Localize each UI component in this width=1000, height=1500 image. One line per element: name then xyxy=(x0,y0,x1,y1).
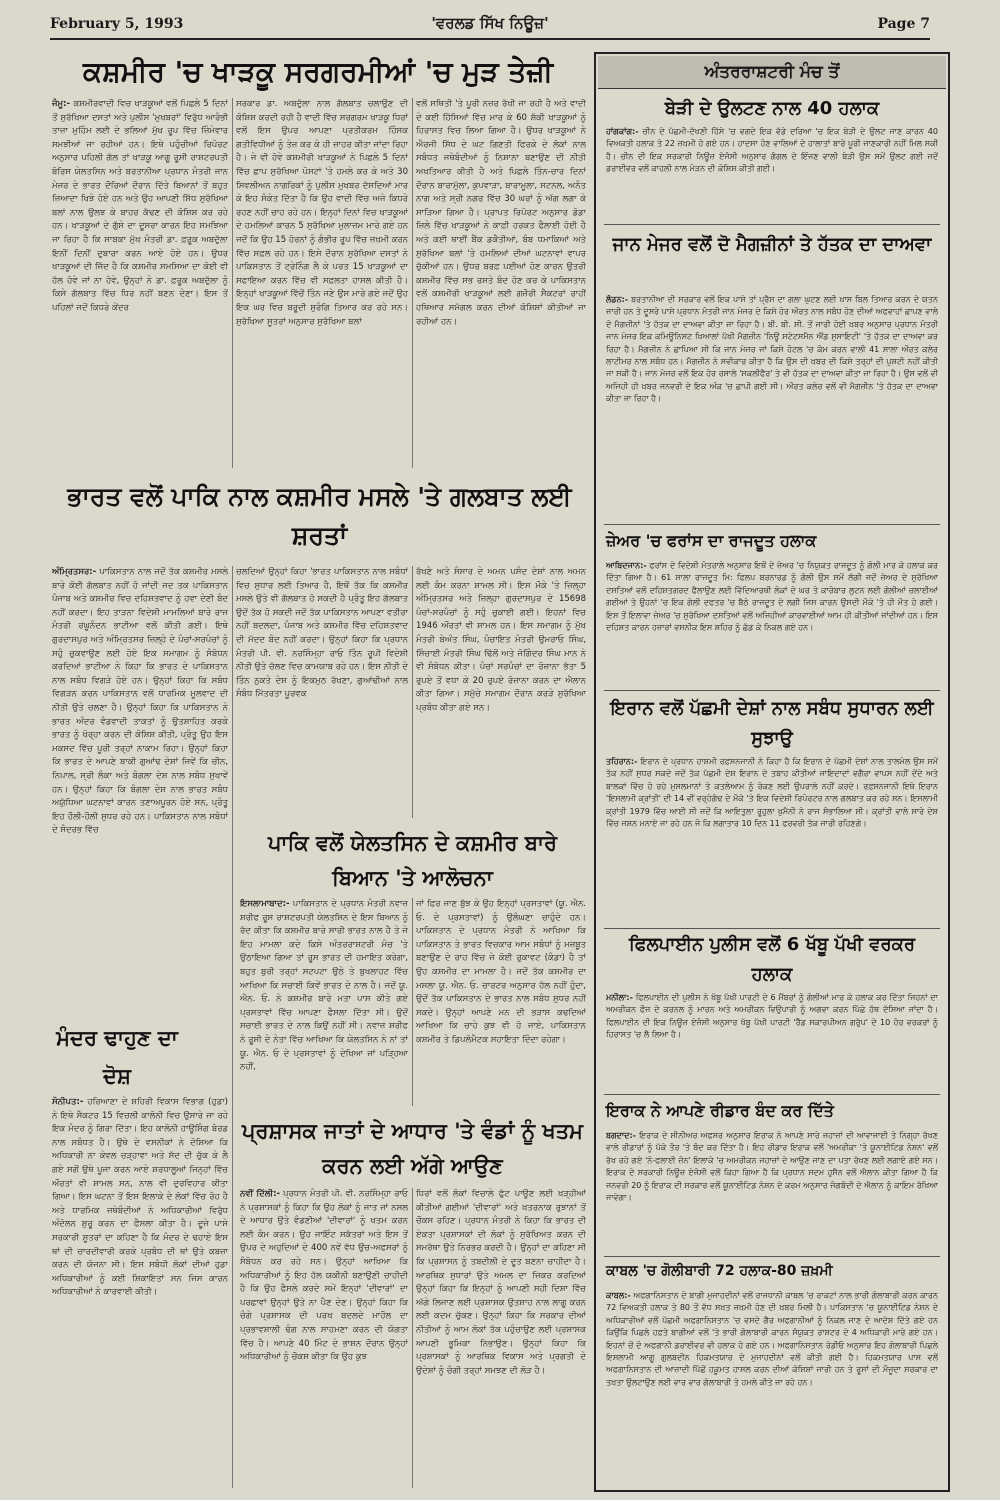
newspaper-title: 'ਵਰਲਡ ਸਿੱਖ ਨਿਊਜ਼' xyxy=(431,14,549,32)
intl-body-zaire: ਫਰਾਂਸ ਦੇ ਵਿਦੇਸ਼ੀ ਮੰਤਰਾਲੇ ਅਨੁਸਾਰ ਇਥੋਂ ਦੇ ਜ਼ੇਅਰ 'ਚ ਨਿਯੁਕਤ ਰਾਜਦੂਤ ਨੂੰ ਗੋਲੀ ਮਾਰ ਕੇ ਹਲਾਕ ਕਰ ਦਿੱਤਾ ਗਿਆ ਹੈ। 61 ਸਾਲਾ ਰਾਜਦੂਤ ਮਿ: ਫਿਲਪ ਬਰਨਾਰਡ ਨੂੰ ਗੋਲੀ ਉਸ ਸਮੇਂ ਲੱਗੀ ਜਦੋਂ ਜ਼ੇਅਰ ਦੇ ਸੁਰੱਖਿਆ ਦਸਤਿਆਂ ਵਲੋਂ ਦਹਿਸ਼ਤਗਰਦ ਫੈਲਾਉਣ ਲਈ ਵਿੱਦਿਆਰਥੀ ਲੋਕਾਂ ਦੇ ਘਰ ਤੇ ਕਾਰੋਬਾਰ ਲੁਟਨ ਲਈ ਗੋਲੀਆਂ ਚਲਾਈਆਂ ਗਈਆਂ ਤੇ ਉਹਨਾਂ 'ਚ ਇਕ ਗੋਲੀ ਦਫਤਰ 'ਚ ਬੈਠੇ ਰਾਜਦੂਤ ਦੇ ਲਗੀ ਜਿਸ ਕਾਰਨ ਉਸਦੀ ਮੌਕੇ 'ਤੇ ਹੀ ਮੌਤ ਹੋ ਗਈ। ਇਸ ਤੋਂ ਇਲਾਵਾ ਜ਼ੇਅਰ 'ਚ ਸੁਰੱਖਿਆ ਦਸਤਿਆਂ ਵਲੋਂ ਅਜਿਹੀਆਂ ਕਾਰਵਾਈਆਂ ਆਮ ਹੀ ਕੀਤੀਆਂ ਜਾਂਦੀਆਂ ਹਨ। ਇਸ ਦਹਿਸ਼ਤ ਕਾਰਨ ਹਜ਼ਾਰਾਂ ਵਸਨੀਕ ਇਸ ਸ਼ਹਿਰ ਨੂੰ ਛੱਡ ਕੇ ਨਿਕਲ ਗਏ ਹਨ। xyxy=(606,561,938,633)
kashmir-text-3: ਵਲੋਂ ਸਥਿਤੀ 'ਤੇ ਪੂਰੀ ਨਜ਼ਰ ਰੱਖੀ ਜਾ ਰਹੀ ਹੈ ਅਤੇ ਵਾਦੀ ਦੇ ਕਈ ਹਿੱਸਿਆਂ ਵਿੱਚ ਮਾਰ ਕੇ 60 ਸ਼ੱਕੀ ਖਾੜਕੂਆਂ ਨੂੰ ਹਿਰਾਸਤ ਵਿਚ ਲਿਆ ਗਿਆ ਹੈ। ਉਧਰ ਖਾੜਕੂਆਂ ਨੇ ਐਰਜੀ ਸਿੱਧ ਦੇ ਘਟ ਗਿਣਤੀ ਫਿਰਕੇ ਦੇ ਲੋਕਾਂ ਨਾਲ ਸਬੰਧਤ ਜਥੇਬੰਦੀਆਂ ਨੂੰ ਨਿਸ਼ਾਨਾ ਬਣਾਉਣ ਦੀ ਨੀਤੀ ਅਖਤਿਆਰ ਕੀਤੀ ਹੈ ਅਤੇ ਪਿਛਲੇ ਤਿੰਨ-ਚਾਰ ਦਿਨਾਂ ਦੌਰਾਨ ਬਾਰਾਮੁੱਲਾ, ਕੁਪਵਾੜਾ, ਬਾਰਾਮੂਲਾ, ਸਟਨਲ, ਅਨੰਤ ਨਾਗ ਅਤੇ ਸ੍ਰੀ ਨਗਰ ਵਿੱਚ 30 ਘਰਾਂ ਨੂੰ ਅੱਗ ਲਗਾ ਕੇ ਸਾੜਿਆ ਗਿਆ ਹੈ। ਪ੍ਰਾਪਤ ਰਿਪੋਰਟ ਅਨੁਸਾਰ ਡੋਡਾ ਜ਼ਿਲੇ ਵਿੱਚ ਖਾੜਕੂਆਂ ਨੇ ਕਾਫ਼ੀ ਹਰਕਤ ਫੈਲਾਈ ਹੋਈ ਹੈ ਅਤੇ ਕਈ ਥਾਈਂ ਬੈਂਕ ਡਕੈਤੀਆਂ, ਬੰਬ ਧਮਾਕਿਆਂ ਅਤੇ ਸੁਰੱਖਿਆ ਬਲਾਂ 'ਤੇ ਹਮਲਿਆਂ ਦੀਆਂ ਘਟਨਾਵਾਂ ਵਾਪਰ ਚੁੱਕੀਆਂ ਹਨ। ਉਧਰ ਬਰਫ਼ ਪਈਆਂ ਹੋਣ ਕਾਰਨ ਉਤਰੀ ਕਸ਼ਮੀਰ ਵਿੱਚ ਸਭ ਰਸਤੇ ਬੰਦ ਹੋਣ ਕਰ ਕੇ ਪਾਕਿਸਤਾਨ ਵਲੋਂ ਕਸ਼ਮੀਰੀ ਖਾੜਕੂਆਂ ਲਈ ਗਜ਼ੌਰੀ ਸੈਕਟਰਾਂ ਰਾਹੀਂ ਹਥਿਆਰ ਸਮੱਗਲ ਕਰਨ ਦੀਆਂ ਕੋਸ਼ਿਸ਼ਾਂ ਕੀਤੀਆਂ ਜਾ ਰਹੀਆਂ ਹਨ। xyxy=(416,99,586,327)
kashmir-text-2: ਸਰਕਾਰ ਡਾ. ਅਬਦੁੱਲਾ ਨਾਲ ਗੱਲਬਾਤ ਚਲਾਉਣ ਦੀ ਕੋਸ਼ਿਸ਼ ਕਰਦੀ ਰਹੀ ਹੈ ਵਾਦੀ ਵਿੱਚ ਸਰਗਰਮ ਖਾੜਕੂ ਧਿਰਾਂ ਵਲੋਂ ਇਸ ਉਪਰ ਆਪਣਾ ਪ੍ਰਤੀਕਰਮ ਹਿੰਸਕ ਗਤੀਵਿਧੀਆਂ ਨੂੰ ਤੇਜ਼ ਕਰ ਕੇ ਹੀ ਜ਼ਾਹਰ ਕੀਤਾ ਜਾਂਦਾ ਰਿਹਾ ਹੈ। ਜੇ ਵੀ ਹੋਵੇ ਕਸ਼ਮੀਰੀ ਖਾੜਕੂਆਂ ਨੇ ਪਿਛਲੇ 5 ਦਿਨਾਂ ਵਿੱਚ ਛਾਪ ਸੁਰੱਖਿਆ ਪੋਸਟਾਂ 'ਤੇ ਹਮਲੇ ਕਰ ਕੇ ਅਤੇ 30 ਸਿਵਲੀਅਨ ਨਾਗਰਿਕਾਂ ਨੂੰ ਪੁਲੀਸ ਮੁਖਬਰ ਦੱਸਦਿਆਂ ਮਾਰ ਕੇ ਇਹ ਸੰਕੇਤ ਦਿੱਤਾ ਹੈ ਕਿ ਉਹ ਵਾਦੀ ਵਿੱਚ ਅਜੇ ਕਿਧਰੇ ਰਹਣ ਨਹੀਂ ਚਾਹ ਰਹੇ ਹਨ। ਇਨ੍ਹਾਂ ਦਿਨਾਂ ਵਿਚ ਖਾੜਕੂਆਂ ਦੇ ਹਮਲਿਆਂ ਕਾਰਨ 5 ਸੁਰੱਖਿਆ ਮੁਲਾਜ਼ਮ ਮਾਰੇ ਗਏ ਹਨ ਜਦੋਂ ਕਿ ਉਹ 15 ਹੋਰਨਾਂ ਨੂੰ ਗੰਭੀਰ ਰੂਪ ਵਿੱਚ ਜ਼ਖ਼ਮੀ ਕਰਨ ਵਿੱਚ ਸਫ਼ਲ ਰਹੇ ਹਨ। ਇਸੇ ਦੌਰਾਨ ਸੁਰੱਖਿਆ ਦਸਤਾਂ ਨੇ ਪਾਕਿਸਤਾਨ ਤੋਂ ਟ੍ਰੇਨਿੰਗ ਲੈ ਕੇ ਪਰਤ 15 ਖਾੜਕੂਆਂ ਦਾ ਸਫਾਇਆ ਕਰਨ ਵਿੱਚ ਵੀ ਸਫ਼ਲਤਾ ਹਾਸਲ ਕੀਤੀ ਹੈ। ਇਨ੍ਹਾਂ ਖਾੜਕੂਆਂ ਵਿੱਚੋਂ ਤਿੰਨ ਜਣੇ ਉਸ ਮਾਰੇ ਗਏ ਜਦੋਂ ਉਹ ਇਕ ਘਰ ਵਿਚ ਬਰੂਦੀ ਸੁਰੰਗਿ ਤਿਆਰ ਕਰ ਰਹੇ ਸਨ। ਸੁਰੱਖਿਆ ਸੂਤਰਾਂ ਅਨੁਸਾਰ ਸੁਰੱਖਿਆ ਬਲਾਂ xyxy=(236,99,408,327)
intl-body-major: ਬਰਤਾਨੀਆ ਦੀ ਸਰਕਾਰ ਵਲੋਂ ਇਕ ਪਾਸੇ ਤਾਂ ਪ੍ਰੈਸ ਦਾ ਗਲਾ ਘੁਟਣ ਲਈ ਖਾਸ ਬਿਲ ਤਿਆਰ ਕਰਨ ਦੇ ਯਤਨ ਜਾਰੀ ਹਨ ਤੇ ਦੂਸਰੇ ਪਾਸੇ ਪ੍ਰਧਾਨ ਮੰਤਰੀ ਜਾਨ ਮੇਜਰ ਦੇ ਕਿਸੇ ਹੋਰ ਔਰਤ ਨਾਲ ਸਬੰਧ ਹੋਣ ਦੀਆਂ ਅਫਵਾਹਾਂ ਛਾਪਣ ਵਾਲੇ ਦੋ ਮੈਗਜ਼ੀਨਾਂ 'ਤੇ ਹੱਤਕ ਦਾ ਦਾਅਵਾ ਕੀਤਾ ਜਾ ਰਿਹਾ ਹੈ। ਬੀ. ਬੀ. ਸੀ. ਤੋਂ ਜਾਰੀ ਹੋਈ ਖ਼ਬਰ ਅਨੁਸਾਰ ਪ੍ਰਧਾਨ ਮੰਤਰੀ ਜਾਨ ਮੇਜਰ ਇਕ ਕਮਿਊਨਿਸਟ ਖਿਆਲਾਂ ਪੱਖੀ ਮੈਗਜ਼ੀਨ 'ਨਿਊ ਸਟੇਟਸਮੈਨ ਐਂਡ ਸੁਸਾਇਟੀ' 'ਤੇ ਹੱਤਕ ਦਾ ਦਾਅਵਾ ਕਰ ਰਿਹਾ ਹੈ। ਮੈਗਜ਼ੀਨ ਨੇ ਛਾਪਿਆ ਸੀ ਕਿ ਜਾਨ ਮੇਜਰ ਜਾਂ ਕਿਸੇ ਹੋਟਲ 'ਚ ਕੰਮ ਕਰਨ ਵਾਲੀ 41 ਸਾਲਾ ਔਰਤ ਕਲੇਰ ਲਾਟੀਮਰ ਨਾਲ ਸਬੰਧ ਹਨ। ਮੈਗਜ਼ੀਨ ਨੇ ਸਵੀਕਾਰ ਕੀਤਾ ਹੈ ਕਿ ਉਸ ਦੀ ਖ਼ਬਰ ਦੀ ਕਿਸੇ ਤਰ੍ਹਾਂ ਦੀ ਪੁਸ਼ਟੀ ਨਹੀਂ ਕੀਤੀ ਜਾ ਸਕੀ ਹੈ। ਜਾਨ ਮੇਜਰ ਵਲੋਂ ਇਕ ਹੋਰ ਰਸਾਲੇ 'ਸਕਲੀਫੈਰ' ਤੇ ਵੀ ਹੱਤਕ ਦਾ ਦਾਅਵਾ ਕੀਤਾ ਜਾ ਰਿਹਾ ਹੈ। ਉਸ ਵਲੋਂ ਵੀ ਅਜਿਹੀ ਹੀ ਖ਼ਬਰ ਜਨਵਰੀ ਦੇ ਇਕ ਅੰਕ 'ਚ ਛਾਪੀ ਗਈ ਸੀ। ਔਰਤ ਕਲੇਰ ਵਲੋਂ ਵੀ ਮੈਗਜ਼ੀਨ 'ਤੇ ਹੱਤਕ ਦਾ ਦਾਅਵਾ ਕੀਤਾ ਜਾ ਰਿਹਾ ਹੈ। xyxy=(606,295,938,404)
international-banner: ਅੰਤਰਰਾਸ਼ਟਰੀ ਮੰਚ ਤੋਂ xyxy=(598,56,946,89)
intl-text-major xyxy=(606,294,938,522)
column-rule xyxy=(412,1188,413,1488)
intl-body-philippines: ਫਿਲਪਾਈਨ ਦੀ ਪੁਲੀਸ ਨੇ ਖੱਬੂ ਪੱਖੀ ਪਾਰਟੀ ਦੇ 6 ਮੈਂਬਰਾਂ ਨੂੰ ਗੋਲੀਆਂ ਮਾਰ ਕੇ ਹਲਾਕ ਕਰ ਦਿੱਤਾ ਜਿਹਨਾਂ ਦਾ ਅਮਰੀਕਨ ਫੌਜ ਦੇ ਕਰਨਲ ਨੂੰ ਮਾਰਨ ਅਤੇ ਅਮਰੀਕਨ ਵਿਉਪਾਰੀ ਨੂੰ ਅਗਵਾ ਕਰਨ ਪਿੱਛੇ ਹੱਥ ਦੱਸਿਆ ਜਾਂਦਾ ਹੈ। ਫਿਲਪਾਈਨ ਦੀ ਇਕ ਨਿਊਜ਼ ਏਜੰਸੀ ਅਨੁਸਾਰ ਖੱਬੂ ਪੱਖੀ ਪਾਰਟੀ 'ਰੈੱਡ ਸਕਾਰਪੀਅਨ ਗਰੁੱਪ' ਦੇ 10 ਹੋਰ ਵਰਕਰਾਂ ਨੂੰ ਹਿਰਾਸਤ 'ਚ ਲੈ ਲਿਆ ਹੈ। xyxy=(606,993,938,1040)
caste-text-2: ਧਿਰਾਂ ਵਲੋਂ ਲੋਕਾਂ ਵਿਚਾਲੇ ਫੁੱਟ ਪਾਊਣ ਲਈ ਖੜ੍ਹੀਆਂ ਕੀਤੀਆਂ ਗਈਆਂ 'ਦੀਵਾਰਾਂ' ਅਤੇ ਖਤਰਨਾਕ ਰੁਝਾਨਾਂ ਤੋਂ ਚੌਕਸ ਰਹਿਣ। ਪ੍ਰਧਾਨ ਮੰਤਰੀ ਨੇ ਕਿਹਾ ਕਿ ਭਾਰਤ ਦੀ ਏਕਤਾ ਪ੍ਰਸ਼ਾਸਕਾਂ ਦੀ ਲੋਕਾਂ ਨੂੰ ਸੁਰੱਖਿਅਤ ਕਰਨ ਦੀ ਸਮਰੱਥਾ ਉਤੇ ਨਿਰਭਰ ਕਰਦੀ ਹੈ। ਉਨ੍ਹਾਂ ਦਾ ਕਹਿਣਾ ਸੀ ਕਿ ਪ੍ਰਸ਼ਾਸਨ ਨੂੰ ਤਬਦੀਲੀ ਦੇ ਦੂਤ ਬਣਨਾ ਚਾਹੀਦਾ ਹੈ। ਆਰਥਿਕ ਸੁਧਾਰਾਂ ਉਤੇ ਅਮਲ ਦਾ ਜ਼ਿਕਰ ਕਰਦਿਆਂ ਉਨ੍ਹਾਂ ਕਿਹਾ ਕਿ ਇਨ੍ਹਾਂ ਨੂੰ ਆਪਣੀ ਸਹੀ ਦਿਸ਼ਾ ਵਿੱਚ ਅੱਗੇ ਲਿਜਾਣ ਲਈ ਪ੍ਰਸ਼ਾਸਕ ਉਤਸ਼ਾਹ ਨਾਲ ਲਾਗੂ ਕਰਨ ਲਈ ਕਦਮ ਚੁੱਕਣ। ਉਨ੍ਹਾਂ ਕਿਹਾ ਕਿ ਸਰਕਾਰ ਦੀਆਂ ਨੀਤੀਆਂ ਨੂੰ ਆਮ ਲੋਕਾਂ ਤੱਕ ਪਹੁੰਚਾਉਣ ਲਈ ਪ੍ਰਸ਼ਾਸਕ ਆਪਣੀ ਭੂਮਿਕਾ ਨਿਭਾਉਣ। ਉਨ੍ਹਾਂ ਕਿਹਾ ਕਿ ਪ੍ਰਸ਼ਾਸਕਾਂ ਨੂੰ ਆਰਥਿਕ ਵਿਕਾਸ ਅਤੇ ਪ੍ਰਗਤੀ ਦੇ ਉਦੇਸ਼ਾਂ ਨੂੰ ਚੰਗੀ ਤਰ੍ਹਾਂ ਸਮਝਣ ਦੀ ਲੋੜ ਹੈ। xyxy=(416,1189,586,1376)
divider xyxy=(604,928,940,929)
dateline-baghdad: ਬਗਦਾਦ:- xyxy=(606,1131,636,1140)
dateline-sonipat: ਸੋਨੀਪਤ:- xyxy=(52,1097,84,1107)
dateline-london: ਲੰਡਨ:- xyxy=(606,295,629,304)
dateline-new-delhi: ਨਵੀਂ ਦਿੱਲੀ:- xyxy=(240,1189,281,1199)
yeltsin-col-2 xyxy=(416,898,586,1106)
divider xyxy=(604,1094,940,1095)
dateline-kashmir: ਜੰਮੂ:- xyxy=(52,99,71,109)
intl-text-iraq xyxy=(606,1130,938,1254)
india-pak-col-1 xyxy=(52,566,228,1006)
india-pak-text-2: ਚਲਦਿਆਂ ਉਨ੍ਹਾਂ ਕਿਹਾ 'ਭਾਰਤ ਪਾਕਿਸਤਾਨ ਨਾਲ ਸਬੰਧਾਂ ਵਿਚ ਸੁਧਾਰ ਲਈ ਤਿਆਰ ਹੈ, ਇਥੋਂ ਤੱਕ ਕਿ ਕਸ਼ਮੀਰ ਮਸਲੇ ਉਤੇ ਵੀ ਗੱਲਬਾਤ ਹੋ ਸਕਦੀ ਹੈ ਪ੍ਰੰਤੂ ਇਹ ਗੱਲਬਾਤ ਉਦੋਂ ਤੱਕ ਹੋ ਸਕਦੀ ਜਦੋਂ ਤੱਕ ਪਾਕਿਸਤਾਨ ਆਪਣਾ ਵਤੀਰਾ ਨਹੀਂ ਬਦਲਦਾ, ਪੰਜਾਬ ਅਤੇ ਕਸ਼ਮੀਰ ਵਿੱਚ ਦਹਿਸ਼ਤਵਾਦ ਦੀ ਮੱਦਦ ਬੰਦ ਨਹੀਂ ਕਰਦਾ। ਉਨ੍ਹਾਂ ਕਿਹਾ ਕਿ ਪ੍ਰਧਾਨ ਮੰਤਰੀ ਪੀ. ਵੀ. ਨਰਸਿੰਮ੍ਹਾ ਰਾਓ ਤਿੰਨ ਰੂਪੀ ਵਿਦੇਸ਼ੀ ਨੀਤੀ ਉਤੇ ਚੱਲਣ ਵਿਚ ਕਾਮਯਾਬ ਰਹੇ ਹਨ। ਇਸ ਨੀਤੀ ਦੇ ਤਿੰਨ ਨੁਕਤੇ ਦੇਸ਼ ਨੂੰ ਇਕਮੁਠ ਰੱਖਣਾ, ਗੁਆਂਢੀਆਂ ਨਾਲ ਸੰਬੰਧ ਮਿੱਤਰਤਾ ਪੂਰਵਕ xyxy=(236,567,408,700)
intl-headline-philippines: ਫਿਲਪਾਈਨ ਪੁਲੀਸ ਵਲੋਂ 6 ਖੱਬੂ ਪੱਖੀ ਵਰਕਰ ਹਲਾਕ xyxy=(628,934,916,985)
intl-headline-major: ਜਾਨ ਮੇਜਰ ਵਲੋਂ ਦੋ ਮੈਗਜ਼ੀਨਾਂ ਤੇ ਹੱਤਕ ਦਾ ਦਾਅਵਾ xyxy=(612,234,932,255)
kashmir-col-2 xyxy=(236,98,408,468)
temple-col xyxy=(52,1096,228,1488)
intl-headline-iraq: ਇਰਾਕ ਨੇ ਆਪਣੇ ਰੀਡਾਰ ਬੰਦ ਕਰ ਦਿੱਤੇ xyxy=(606,1101,834,1120)
india-pak-col-3 xyxy=(416,566,586,818)
india-pak-text-1: ਪਾਕਿਸਤਾਨ ਨਾਲ ਜਦੋਂ ਤੱਕ ਕਸ਼ਮੀਰ ਮਸਲੇ ਬਾਰੇ ਕੋਈ ਗੱਲਬਾਤ ਨਹੀਂ ਹੋ ਜਾਂਦੀ ਜਦ ਤਕ ਪਾਕਿਸਤਾਨ ਪੰਜਾਬ ਅਤੇ ਕਸ਼ਮੀਰ ਵਿਚ ਦਹਿਸ਼ਤਵਾਦ ਨੂੰ ਹਵਾ ਦੇਣੀ ਬੰਦ ਨਹੀਂ ਕਰਦਾ। ਇਹ ਤਾੜਨਾ ਵਿਦੇਸ਼ੀ ਮਾਮਲਿਆਂ ਬਾਰੇ ਰਾਜ ਮੰਤਰੀ ਰਘੂਨੰਦਨ ਭਾਟੀਆ ਵਲੋਂ ਕੀਤੀ ਗਈ। ਇਥੇ ਗੁਰਦਾਸਪੁਰ ਅਤੇ ਅੰਮ੍ਰਿਤਸਰ ਜ਼ਿਲ੍ਹੇ ਦੇ ਪੰਚਾਂ-ਸਰਪੰਚਾਂ ਨੂੰ ਸਹੁੰ ਚੁਕਵਾਉਣ ਲਈ ਹੋਏ ਇਕ ਸਮਾਗਮ ਨੂੰ ਸੰਬੋਧਨ ਕਰਦਿਆਂ ਭਾਟੀਆ ਨੇ ਕਿਹਾ ਕਿ ਭਾਰਤ ਦੇ ਪਾਕਿਸਤਾਨ ਨਾਲ ਸਬੰਧ ਵਿਗੜੇ ਹੋਏ ਹਨ। ਉਨ੍ਹਾਂ ਕਿਹਾ ਕਿ ਸਬੰਧ ਵਿਗੜਨ ਕਰਨ ਪਾਕਿਸਤਾਨ ਵਲੋਂ ਧਾਰਮਿਕ ਮੂਲਵਾਦ ਦੀ ਨੀਤੀ ਉਤੇ ਚਲਣਾ ਹੈ। ਉਨ੍ਹਾਂ ਕਿਹਾ ਕਿ ਪਾਕਿਸਤਾਨ ਨੇ ਭਾਰਤ ਅੰਦਰ ਵੰਡਵਾਦੀ ਤਾਕਤਾਂ ਨੂੰ ਉਤਸ਼ਾਹਿਤ ਕਰਕੇ ਭਾਰਤ ਨੂੰ ਖੋਰ੍ਹਾ ਕਰਨ ਦੀ ਕੋਸ਼ਿਸ਼ ਕੀਤੀ, ਪ੍ਰੰਤੂ ਉਹ ਇਸ ਮਕਸਦ ਵਿੱਚ ਪੂਰੀ ਤਰ੍ਹਾਂ ਨਾਕਾਮ ਰਿਹਾ। ਉਨ੍ਹਾਂ ਕਿਹਾ ਕਿ ਭਾਰਤ ਦੇ ਆਪਣੇ ਬਾਕੀ ਗੁਆਂਢ ਦੇਸ਼ਾਂ ਜਿਵੇਂ ਕਿ ਚੀਨ, ਨਿਪਾਲ, ਸ੍ਰੀ ਲੰਕਾ ਅਤੇ ਬੰਗਲਾ ਦੇਸ਼ ਨਾਲ ਸਬੰਧ ਸੁਖਾਵੇਂ ਹਨ। ਉਨ੍ਹਾਂ ਕਿਹਾ ਕਿ ਬੰਗਲਾ ਦੇਸ਼ ਨਾਲ ਭਾਰਤ ਸਬੰਧ ਅਯੁੱਧਿਆ ਘਟਨਾਵਾਂ ਕਾਰਨ ਤਣਾਅਪੂਰਨ ਹੋਏ ਸਨ, ਪ੍ਰੰਤੂ ਇਹ ਹੌਲੀ-ਹੌਲੀ ਸੁਧਰ ਰਹੇ ਹਨ। ਪਾਕਿਸਤਾਨ ਨਾਲ ਸਬੰਧਾਂ ਦੇ ਸੰਦਰਭ ਵਿੱਚ xyxy=(52,567,228,836)
page-number: Page 7 xyxy=(877,16,930,32)
intl-text-iran xyxy=(606,756,938,924)
headline-kashmir: ਕਸ਼ਮੀਰ 'ਚ ਖਾੜਕੂ ਸਰਗਰਮੀਆਂ 'ਚ ਮੁੜ ਤੇਜ਼ੀ xyxy=(82,55,554,88)
dateline-hongkong: ਹਾਂਗਕਾਂਗ:- xyxy=(606,127,639,136)
intl-text-philippines xyxy=(606,992,938,1090)
column-rule xyxy=(232,98,233,468)
caste-col-1 xyxy=(240,1188,408,1488)
divider xyxy=(604,1256,940,1257)
divider xyxy=(604,224,940,225)
kashmir-col-1 xyxy=(52,98,228,468)
yeltsin-col-1 xyxy=(240,898,408,1106)
dateline-manila: ਮਨੀਲਾ:- xyxy=(606,993,633,1002)
divider xyxy=(604,524,940,525)
headline-yeltsin: ਪਾਕਿ ਵਲੋਂ ਯੇਲਤਸਿਨ ਦੇ ਕਸ਼ਮੀਰ ਬਾਰੇ ਬਿਆਨ 'ਤੇ ਆਲੋਚਨਾ xyxy=(268,831,557,890)
intl-text-kabul xyxy=(606,1290,938,1484)
intl-headline-kabul: ਕਾਬਲ 'ਚ ਗੋਲੀਬਾਰੀ 72 ਹਲਾਕ-80 ਜ਼ਖ਼ਮੀ xyxy=(606,1263,833,1279)
intl-headline-boat: ਬੇੜੀ ਦੇ ਉਲਟਣ ਨਾਲ 40 ਹਲਾਕ xyxy=(664,98,880,119)
headline-india-pak: ਭਾਰਤ ਵਲੋਂ ਪਾਕਿ ਨਾਲ ਕਸ਼ਮੀਰ ਮਸਲੇ 'ਤੇ ਗਲਬਾਤ ਲਈ ਸ਼ਰਤਾਂ xyxy=(67,482,572,550)
masthead xyxy=(50,12,930,40)
yeltsin-text-2: ਜਾਂ ਫਿਰ ਜਾਣ ਬੁੱਝ ਕੇ ਉਹ ਇਨ੍ਹਾਂ ਪ੍ਰਸਤਾਵਾਂ (ਯੂ. ਐਨ. ਓ. ਦੇ ਪ੍ਰਸਤਾਵਾਂ) ਨੂੰ ਉਲੰਘਣਾ ਚਾਹੁੰਦੇ ਹਨ। ਪਾਕਿਸਤਾਨ ਦੇ ਪ੍ਰਧਾਨ ਮੰਤਰੀ ਨੇ ਆਖਿਆ ਕਿ ਪਾਕਿਸਤਾਨ ਤੇ ਭਾਰਤ ਵਿਚਕਾਰ ਆਮ ਸਬੰਧਾਂ ਨੂੰ ਮਜ਼ਬੂਤ ਬਣਾਉਣ ਦੇ ਰਾਹ ਵਿੱਚ ਜੇ ਕੋਈ ਰੁਕਾਵਟ (ਕੰਡਾ) ਹੈ ਤਾਂ ਉਹ ਕਸ਼ਮੀਰ ਦਾ ਮਾਮਲਾ ਹੈ। ਜਦੋਂ ਤੱਕ ਕਸ਼ਮੀਰ ਦਾ ਮਸਲਾ ਯੂ. ਐਨ. ਓ. ਚਾਰਟਰ ਅਨੁਸਾਰ ਹੱਲ ਨਹੀਂ ਹੁੰਦਾ, ਉਦੋਂ ਤੱਕ ਪਾਕਿਸਤਾਨ ਦੇ ਭਾਰਤ ਨਾਲ ਸਬੰਧ ਸੁਧਰ ਨਹੀਂ ਸਕਦੇ। ਉਨ੍ਹਾਂ ਆਪਣੇ ਮਨ ਦੀ ਭੜਾਸ ਕਢਦਿਆਂ ਆਖਿਆ ਕਿ ਚਾਹੇ ਕੁਝ ਵੀ ਹੋ ਜਾਏ, ਪਾਕਿਸਤਾਨ ਕਸ਼ਮੀਰ ਤੇ ਡਿਪਲੋਮੈਟਕ ਸਹਾਇਤਾ ਦਿੰਦਾ ਰਹੇਗਾ। xyxy=(416,899,586,1045)
kashmir-text-1: ਕਸ਼ਮੀਰਵਾਦੀ ਵਿਚ ਖਾੜਕੂਆਂ ਵਲੋਂ ਪਿਛਲੇ 5 ਦਿਨਾਂ ਤੋਂ ਸੁਰੱਖਿਆ ਦਸਤਾਂ ਅਤੇ ਪੁਲੀਸ 'ਮੁਖਬਰਾਂ' ਵਿਰੁੱਧ ਆਰੰਭੀ ਤਾਜ਼ਾ ਮੁਹਿੰਮ ਲਈ ਦੇ ਭਲਿਆਂ ਮੁੱਖ ਰੂਪ ਵਿੱਚ ਜ਼ਿੰਮੇਵਾਰ ਸਮਝੀਆਂ ਜਾ ਰਹੀਆਂ ਹਨ। ਇਥੇ ਪਹੁੰਚੀਆਂ ਰਿਪੋਰਟ ਅਨੁਸਾਰ ਪਹਿਲੀ ਗੱਲ ਤਾਂ ਖਾੜਕੂ ਆਗੂ ਰੂਸੀ ਰਾਸ਼ਟਰਪਤੀ ਬੋਰਿਸ ਯੇਲਤਸਿਨ ਅਤੇ ਬਰਤਾਨੀਆ ਪ੍ਰਧਾਨ ਮੰਤਰੀ ਜਾਨ ਮੇਜਰ ਦੇ ਭਾਰਤ ਦੌਰਿਆਂ ਦੌਰਾਨ ਦਿੱਤੇ ਬਿਆਨਾਂ ਤੋਂ ਬਹੁਤ ਜ਼ਿਆਦਾ ਖਿਝੇ ਹੋਏ ਹਨ ਅਤੇ ਉਹ ਆਪਣੀ ਸਿੱਧ ਸੁਰੱਖਿਆ ਬਲਾਂ ਨਾਲ ਉਲਝ ਕੇ ਬਾਹਰ ਕੱਢਣ ਦੀ ਕੋਸ਼ਿਸ਼ ਕਰ ਰਹੇ ਹਨ। ਖਾੜਕੂਆਂ ਦੇ ਗੁੱਸੇ ਦਾ ਦੂਸਰਾ ਕਾਰਨ ਇਹ ਸਮਝਿਆ ਜਾ ਰਿਹਾ ਹੈ ਕਿ ਸਾਬਕਾ ਮੁੱਖ ਮੰਤਰੀ ਡਾ. ਫ਼ਰੂਕ ਅਬਦੁੱਲਾ ਇਨੀਂ ਦਿਨੀਂ ਦੁਬਾਰਾ ਕਰਨ ਆਏ ਹੋਏ ਹਨ। ਉਧਰ ਖਾੜਕੂਆਂ ਦੀ ਜਿੱਦ ਹੈ ਕਿ ਕਸ਼ਮੀਰ ਸਮਸਿਆ ਦਾ ਕੋਈ ਵੀ ਹੱਲ ਹੋਵੇ ਜਾਂ ਨਾ ਹੋਵੇ, ਉਨ੍ਹਾਂ ਨੇ ਡਾ. ਫ਼ਰੂਕ ਅਬਦੁੱਲਾ ਨੂੰ ਕਿਸੇ ਗੱਲਬਾਤ ਵਿੱਚ ਧਿਰ ਨਹੀਂ ਬਣਨ ਦੇਣਾ। ਇਸ ਤੋਂ ਪਹਿਲਾਂ ਜਦੋਂ ਕਿਧਰੇ ਕੇਂਦਰ xyxy=(52,99,228,313)
column-rule xyxy=(412,566,413,818)
intl-body-iran: ਇਰਾਨ ਦੇ ਪ੍ਰਧਾਨ ਹਾਸ਼ਮੀ ਰਫ਼ਸਨਜਾਨੀ ਨੇ ਕਿਹਾ ਹੈ ਕਿ ਇਰਾਨ ਦੇ ਪੱਛਮੀ ਦੇਸ਼ਾਂ ਨਾਲ ਤਾਲਮੇਲ ਉਸ ਸਮੇਂ ਤੱਕ ਨਹੀਂ ਸੁਧਰ ਸਕਦੇ ਜਦੋਂ ਤੱਕ ਪੱਛਮੀ ਦੇਸ਼ ਇਰਾਨ ਦੇ ਤਬਾਹ ਕੀਤੀਆਂ ਜਾਇਦਾਦਾਂ ਵਗੈਰਾ ਵਾਪਸ ਨਹੀਂ ਦੇਂਦੇ ਅਤੇ ਬਾਲਕਾਂ ਵਿੱਚ ਹੋ ਰਹੇ ਮੁਸਲਮਾਨਾਂ ਤੇ ਕਤਲੇਆਮ ਨੂੰ ਰੋਕਣ ਲਈ ਉਪਰਾਲੇ ਨਹੀਂ ਕਰਦੇ। ਰਫ਼ਸਨਜਾਨੀ ਇਥੇ ਇਰਾਨ 'ਇਸਲਾਮੀ ਕ੍ਰਾਂਤੀ' ਦੀ 14 ਵੀਂ ਵਰ੍ਹੇਗੰਢ ਦੇ ਮੌਕੇ 'ਤੇ ਇਕ ਵਿਦੇਸ਼ੀ ਰਿਪੋਰਟਰ ਨਾਲ ਗਲਬਾਤ ਕਰ ਰਹੇ ਸਨ। ਇਸਲਾਮੀ ਕ੍ਰਾਂਤੀ 1979 ਵਿੱਚ ਆਈ ਸੀ ਜਦੋਂ ਕਿ ਆਇਤੁਲਾ ਰੂਹੁਲਾ ਖੁਮੈਨੀ ਨੇ ਰਾਜ ਸੰਭਾਲਿਆ ਸੀ। ਕ੍ਰਾਂਤੀ ਵਾਲੇ ਸਾਰੇ ਦੇਸ਼ ਵਿੱਚ ਜਸ਼ਨ ਮਨਾਏ ਜਾ ਰਹੇ ਹਨ ਜੋ ਕਿ ਲਗਾਤਾਰ 10 ਦਿਨ 11 ਫਰਵਰੀ ਤੱਕ ਜਾਰੀ ਰਹਿਣਗੇ। xyxy=(606,757,938,829)
intl-headline-iran: ਇਰਾਨ ਵਲੋਂ ਪੱਛਮੀ ਦੇਸ਼ਾਂ ਨਾਲ ਸਬੰਧ ਸੁਧਾਰਨ ਲਈ ਸੁਝਾਉ xyxy=(610,698,934,749)
yeltsin-text-1: ਪਾਕਿਸਤਾਨ ਦੇ ਪ੍ਰਧਾਨ ਮੰਤਰੀ ਨਵਾਜ਼ ਸ਼ਰੀਫ ਰੂਸ ਰਾਸ਼ਟਰਪਤੀ ਯੇਲਤਸਿਨ ਦੇ ਇਸ ਬਿਆਨ ਨੂੰ ਰੱਦ ਕੀਤਾ ਕਿ ਕਸ਼ਮੀਰ ਬਾਰੇ ਸਾਰੀ ਭਾਰਤ ਨਾਲ ਹੈ ਤੇ ਜੇ ਇਹ ਮਾਮਲਾ ਕਦੇ ਕਿਸੇ ਅੰਤਰਰਾਸ਼ਟਰੀ ਮੰਚ 'ਤੇ ਉਠਾਇਆ ਗਿਆ ਤਾਂ ਰੂਸ ਭਾਰਤ ਦੀ ਹਮਾਇਤ ਕਰੇਗਾ, ਬਹੁਤ ਬੁਰੀ ਤਰ੍ਹਾਂ ਸਟਪਟਾ ਉਠੇ ਤੇ ਬੁਖਲਾਹਟ ਵਿੱਚ ਆਖਿਆ ਕਿ ਸਚਾਈ ਕਿਵੇਂ ਭਾਰਤ ਦੇ ਨਾਲ ਹੈ। ਜਦੋਂ ਯੂ. ਐਨ. ਓ. ਨੇ ਕਸ਼ਮੀਰ ਬਾਰੇ ਮਤਾ ਪਾਸ ਕੀਤੇ ਗਏ ਪ੍ਰਸਤਾਵਾਂ ਵਿੱਚ ਆਪਣਾ ਫੈਸਲਾ ਦਿੱਤਾ ਸੀ। ਉਦੋਂ ਸਚਾਈ ਭਾਰਤ ਦੇ ਨਾਲ ਕਿਉਂ ਨਹੀਂ ਸੀ। ਨਵਾਜ਼ ਸ਼ਰੀਫ ਨੇ ਰੂਸੀ ਦੇ ਨੇਤਾ ਵਿੱਚ ਆਖਿਆ ਕਿ ਯੇਲਤਸਿਨ ਨੇ ਨਾਂ ਤਾਂ ਯੂ. ਐਨ. ਓ ਦੇ ਪ੍ਰਸਤਾਵਾਂ ਨੂੰ ਦੇਖਿਆ ਜਾਂ ਪੜ੍ਹਿਆ ਨਹੀਂ, xyxy=(240,899,408,1073)
intl-body-kabul: ਅਫਗਾਨਿਸਤਾਨ ਦੇ ਬਾਗੀ ਮੁਜਾਹਦੀਨਾਂ ਵਲੋਂ ਰਾਜਧਾਨੀ ਕਾਬਲ 'ਚ ਰਾਕਟਾਂ ਨਾਲ ਭਾਰੀ ਗੋਲਾਬਾਰੀ ਕਰਨ ਕਾਰਨ 72 ਵਿਅਕਤੀ ਹਲਾਕ ਤੇ 80 ਤੋਂ ਵੱਧ ਸਖ਼ਤ ਜ਼ਖ਼ਮੀ ਹੋਣ ਦੀ ਖ਼ਬਰ ਮਿਲੀ ਹੈ। ਪਾਕਿਸਤਾਨ 'ਚ ਯੂਨਾਈਟਿਡ ਨੇਸ਼ਨ ਦੇ ਅਧਿਕਾਰੀਆਂ ਵਲੋਂ ਪੱਛਮੀ ਅਫਗਾਨਿਸਤਾਨ 'ਚ ਵਸਦੇ ਗੈਰ ਅਫਗਾਨੀਆਂ ਨੂੰ ਨਿਕਲ ਜਾਣ ਦੇ ਆਦੇਸ਼ ਦਿੱਤੇ ਗਏ ਹਨ ਕਿਉਂਕਿ ਪਿਛਲੇ ਹਫ਼ਤੇ ਬਾਗੀਆਂ ਵਲੋਂ 'ਤੇ ਭਾਰੀ ਗੋਲਾਬਾਰੀ ਕਾਰਨ ਸੰਯੁਕਤ ਰਾਸ਼ਟਰ ਦੇ 4 ਅਧਿਕਾਰੀ ਮਾਰੇ ਗਏ ਹਨ। ਇਹਨਾਂ ਚੋਂ ਦੋ ਅਫਗਾਨੀ ਡਰਾਈਵਰ ਵੀ ਹਲਾਕ ਹੋ ਗਏ ਹਨ। ਅਫਗਾਨਿਸਤਾਨ ਰੇਡੀਓ ਅਨੁਸਾਰ ਇਹ ਗੋਲਾਬਾਰੀ ਪਿਛਲੇ ਇਸਲਾਮੀ ਆਗੂ ਗੁਲਬਦੀਨ ਹਿਕਮਤਯਾਰ ਦੇ ਮੁਜਾਹਦੀਨਾਂ ਵਲੋਂ ਕੀਤੀ ਗਈ ਹੈ। ਹਿਕਮਤਯਾਰ ਪਾਸ ਵਲੋਂ ਅਫਗਾਨਿਸਤਾਨ ਦੀ ਆਜ਼ਾਦੀ ਪਿੱਛੋਂ ਹਕੂਮਤ ਹਾਸਲ ਕਰਨ ਦੀਆਂ ਕੋਸ਼ਿਸ਼ਾਂ ਜਾਰੀ ਹਨ ਤੇ ਰੂਸਾਂ ਦੀ ਮੌਜੂਦਾ ਸਰਕਾਰ ਦਾ ਤਖ਼ਤਾ ਉਲਟਾਉਣ ਲਈ ਵਾਰ ਵਾਰ ਗੋਲਾਬਾਰੀ ਤੇ ਹਮਲੇ ਕੀਤੇ ਜਾ ਰਹੇ ਹਨ। xyxy=(606,1291,938,1387)
dateline-kabul: ਕਾਬਲ:- xyxy=(606,1291,631,1300)
india-pak-col-2 xyxy=(236,566,408,818)
caste-col-2 xyxy=(416,1188,586,1488)
divider xyxy=(604,690,940,691)
kashmir-col-3 xyxy=(416,98,586,468)
issue-date: February 5, 1993 xyxy=(50,16,184,32)
intl-body-boat: ਚੀਨ ਦੇ ਪੱਛਮੀ-ਦੱਖਣੀ ਹਿੱਸੇ 'ਚ ਵਗਦੇ ਇਕ ਵੱਡੇ ਦਰਿਆ 'ਚ ਇਕ ਬੇੜੀ ਦੇ ਉਲਟ ਜਾਣ ਕਾਰਨ 40 ਵਿਅਕਤੀ ਹਲਾਕ ਤੇ 22 ਜ਼ਖ਼ਮੀ ਹੋ ਗਏ ਹਨ। ਹਾਦਸਾ ਹੋਣ ਵਾਲਿਆਂ ਦੇ ਹਾਲਾਤਾਂ ਬਾਰੇ ਪੂਰੀ ਜਾਣਕਾਰੀ ਨਹੀਂ ਮਿਲ ਸਕੀ ਹੈ। ਚੀਨ ਦੀ ਇਕ ਸਰਕਾਰੀ ਨਿਊਜ਼ ਏਜੰਸੀ ਅਨੁਸਾਰ ਗੰਗਲ ਦੇ ਇੰਜਣ ਵਾਲੀ ਬੇੜੀ ਉਸ ਸਮੇਂ ਉਲਟ ਗਈ ਜਦੋਂ ਡਰਾਈਵਰ ਵਲੋਂ ਕਾਹਲੀ ਨਾਲ ਮੋੜਨ ਦੀ ਕੋਸ਼ਿਸ਼ ਕੀਤੀ ਗਈ। xyxy=(606,127,938,174)
dateline-tehran: ਤਹਿਰਾਨ:- xyxy=(606,757,638,766)
dateline-amritsar: ਅੰਮ੍ਰਿਤਸਰ:- xyxy=(52,567,97,577)
india-pak-text-3: ਰੱਖਣੇ ਅਤੇ ਸੰਸਾਰ ਦੇ ਅਮਨ ਪਸੰਦ ਦੇਸ਼ਾਂ ਨਾਲ ਅਮਨ ਲਈ ਕੰਮ ਕਰਨਾ ਸ਼ਾਮਲ ਸੀ। ਇਸ ਮੌਕੇ 'ਤੇ ਜ਼ਿਲ੍ਹਾ ਅੰਮ੍ਰਿਤਸਰ ਅਤੇ ਜ਼ਿਲ੍ਹਾ ਗੁਰਦਾਸਪੁਰ ਦੇ 15698 ਪੰਚਾਂ-ਸਰਪੰਚਾਂ ਨੂੰ ਸਹੁੰ ਚੁਕਾਈ ਗਈ। ਇਹਨਾਂ ਵਿਚ 1946 ਔਰਤਾਂ ਵੀ ਸ਼ਾਮਲ ਹਨ। ਇਸ ਸਮਾਗਮ ਨੂੰ ਮੁੱਖ ਮੰਤਰੀ ਬੇਅੰਤ ਸਿੰਘ, ਪੰਚਾਇਤ ਮੰਤਰੀ ਉਮਰਾਓ ਸਿੰਘ, ਸਿੰਚਾਈ ਮੰਤਰੀ ਸਿੰਘ ਢਿੱਲੋਂ ਅਤੇ ਜੋਗਿੰਦਰ ਸਿੰਘ ਮਾਨ ਨੇ ਵੀ ਸੰਬੋਧਨ ਕੀਤਾ। ਪੰਚਾਂ ਸਰਪੰਚਾਂ ਦਾ ਰੋਜ਼ਾਨਾ ਭੱਤਾ 5 ਰੁਪਏ ਤੋਂ ਵਧਾ ਕੇ 20 ਰੁਪਏ ਰੋਜ਼ਾਨਾ ਕਰਨ ਦਾ ਐਲਾਨ ਕੀਤਾ ਗਿਆ। ਸਮੁੱਚੇ ਸਮਾਗਮ ਦੌਰਾਨ ਕਰੜੇ ਸੁਰੱਖਿਆ ਪ੍ਰਬੰਧ ਕੀਤਾ ਗਏ ਸਨ। xyxy=(416,567,586,713)
intl-body-iraq: ਇਰਾਕ ਦੇ ਸੀਨੀਅਰ ਅਫਸਰ ਅਨੁਸਾਰ ਇਰਾਕ ਨੇ ਆਪਣੇ ਸਾਰੇ ਜਹਾਜ਼ਾਂ ਦੀ ਆਵਾਜਾਈ ਤੇ ਨਿਗ੍ਹਾ ਰੱਖਣ ਵਾਲੇ ਰੀਡਾਰਾਂ ਨੂੰ ਪੱਕੇ ਤੌਰ 'ਤੇ ਬੰਦ ਕਰ ਦਿੱਤਾ ਹੈ। ਇਹ ਰੀਡਾਰ ਇਰਾਕ ਵਲੋਂ 'ਅਮਰੀਕਾ 'ਤੇ ਯੂਨਾਈਟਿਡ ਨੇਸ਼ਨ' ਵਲੋਂ ਰੱਖ ਰਹੇ ਗਏ 'ਨੋ-ਫਲਾਈ ਜ਼ੋਨ' ਇਲਾਕੇ 'ਚ ਅਮਰੀਕਨ ਜਹਾਜ਼ਾਂ ਦੇ ਆਉਣ ਜਾਣ ਦਾ ਪਤਾ ਰੱਖਣ ਲਈ ਲਗਾਏ ਗਏ ਸਨ। ਇਰਾਕ ਦੇ ਸਰਕਾਰੀ ਨਿਊਜ਼ ਏਜੰਸੀ ਵਲੋਂ ਕਿਹਾ ਗਿਆ ਹੈ ਕਿ ਪ੍ਰਧਾਨ ਸਦਮ ਹੁਸੈਨ ਵਲੋਂ ਐਲਾਨ ਕੀਤਾ ਗਿਆ ਹੈ ਕਿ ਜਨਵਰੀ 20 ਨੂੰ ਇਰਾਕ ਦੀ ਸਰਕਾਰ ਵਲੋਂ ਯੂਨਾਈਟਿਡ ਨੇਸ਼ਨ ਦੇ ਕਰਮ ਅਨੁਸਾਰ ਜੰਗਬੰਦੀ ਦੇ ਐਲਾਨ ਨੂੰ ਕਾਇਮ ਰੱਖਿਆ ਜਾਵੇਗਾ। xyxy=(606,1131,938,1203)
headline-temple: ਮੰਦਰ ਢਾਹੁਣ ਦਾ ਦੋਸ਼ xyxy=(56,1026,178,1088)
column-rule xyxy=(412,98,413,468)
dateline-abidjan: ਆਬਿਦਜਾਨ:- xyxy=(606,561,647,570)
headline-caste: ਪ੍ਰਸ਼ਾਸਕ ਜਾਤਾਂ ਦੇ ਆਧਾਰ 'ਤੇ ਵੰਡਾਂ ਨੂੰ ਖਤਮ ਕਰਨ ਲਈ ਅੱਗੇ ਆਉਣ xyxy=(242,1119,583,1178)
dateline-islamabad: ਇਸਲਾਮਾਬਾਦ:- xyxy=(240,899,290,909)
temple-text: ਹਰਿਆਣਾ ਦੇ ਸ਼ਹਿਰੀ ਵਿਕਾਸ ਵਿਭਾਗ (ਹੁਡਾ) ਨੇ ਇਥੇ ਸੈਕਟਰ 15 ਵਿਚਲੀ ਕਾਲੋਨੀ ਵਿਚ ਉਸਾਰੇ ਜਾ ਰਹੇ ਇਕ ਮੰਦਰ ਨੂੰ ਗਿਰਾ ਦਿੱਤਾ। ਇਹ ਕਾਲੋਨੀ ਹਾਊਸਿੰਗ ਬੋਰਡ ਨਾਲ ਸਬੰਧਤ ਹੈ। ਉਥੇ ਦੇ ਵਸਨੀਕਾਂ ਨੇ ਦੋਸ਼ਿਆ ਕਿ ਅਧਿਕਾਰੀ ਨਾ ਕੇਵਲ ਚੜ੍ਹਾਵਾ ਅਤੇ ਸੱਦ ਦੀ ਚੁੱਕ ਕੇ ਲੈ ਗਏ ਸਗੋਂ ਉਥੇ ਪੂਜਾ ਕਰਨ ਆਏ ਸ਼ਰਧਾਲੂਆਂ ਜਿਨ੍ਹਾਂ ਵਿੱਚ ਔਰਤਾਂ ਵੀ ਸ਼ਾਮਲ ਸਨ, ਨਾਲ ਵੀ ਦੁਰਵਿਹਾਰ ਕੀਤਾ ਗਿਆ। ਇਸ ਘਟਨਾ ਤੋਂ ਇਸ ਇਲਾਕੇ ਦੇ ਲੋਕਾਂ ਵਿੱਚ ਰੋਹ ਹੈ ਅਤੇ ਧਾਰਮਿਕ ਜਥੇਬੰਦੀਆਂ ਨੇ ਅਧਿਕਾਰੀਆਂ ਵਿਰੁੱਧ ਅੰਦੋਲਨ ਸ਼ੁਰੂ ਕਰਨ ਦਾ ਫੈਸਲਾ ਕੀਤਾ ਹੈ। ਦੂਜੇ ਪਾਸੇ ਸਰਕਾਰੀ ਸੂਤਰਾਂ ਦਾ ਕਹਿਣਾ ਹੈ ਕਿ ਮੰਦਰ ਦੇ ਢਹਾਏ ਇਸ ਥਾਂ ਦੀ ਚਾਰਦੀਵਾਰੀ ਕਰਕੇ ਪ੍ਰਬੰਧ ਦੀ ਥਾਂ ਉਤੇ ਕਬਜ਼ਾ ਕਰਨ ਦੀ ਯੋਜਨਾ ਸੀ। ਇਸ ਸਬੰਧੀ ਲੋਕਾਂ ਦੀਆਂ ਹੁਡਾ ਅਧਿਕਾਰੀਆਂ ਨੂੰ ਕਈ ਸ਼ਿਕਾਇਤਾਂ ਸਨ ਜਿਸ ਕਾਰਨ ਅਧਿਕਾਰੀਆਂ ਨੇ ਕਾਰਵਾਈ ਕੀਤੀ। xyxy=(52,1097,228,1298)
column-rule xyxy=(232,566,233,1488)
intl-text-boat xyxy=(606,126,938,218)
column-rule xyxy=(412,898,413,1106)
intl-text-zaire xyxy=(606,560,938,688)
caste-text-1: ਪ੍ਰਧਾਨ ਮੰਤਰੀ ਪੀ. ਵੀ. ਨਰਸਿੰਮ੍ਹਾ ਰਾਓ ਨੇ ਪ੍ਰਸ਼ਾਸਕਾਂ ਨੂੰ ਕਿਹਾ ਕਿ ਉਹ ਲੋਕਾਂ ਨੂੰ ਜਾਤ ਜਾਂ ਨਸਲ ਦੇ ਆਧਾਰ ਉਤੇ ਵੰਡਣੀਆਂ 'ਦੀਵਾਰਾਂ' ਨੂੰ ਖਤਮ ਕਰਨ ਲਈ ਕੰਮ ਕਰਨ। ਉਹ ਜਾਇੰਟ ਸਕੱਤਰਾਂ ਅਤੇ ਇਸ ਤੋਂ ਉਪਰ ਦੇ ਅਹੁਦਿਆਂ ਦੇ 400 ਨਵੇਂ ਵੱਧ ਉਚ-ਅਫਸਰਾਂ ਨੂੰ ਸੰਬੋਧਨ ਕਰ ਰਹੇ ਸਨ। ਉਨ੍ਹਾਂ ਆਖਿਆ ਕਿ ਅਧਿਕਾਰੀਆਂ ਨੂੰ ਇਹ ਹੱਲ ਯਕੀਨੀ ਬਣਾਉਣੀ ਚਾਹੀਦੀ ਹੈ ਕਿ ਉਹ ਫੈਸਲੇ ਕਰਦੇ ਸਮੇਂ ਇਨ੍ਹਾਂ 'ਦੀਵਾਰਾਂ' ਦਾ ਪਰਛਾਵਾਂ ਉਨ੍ਹਾਂ ਉਤੇ ਨਾ ਪੈਣ ਦੇਣ। ਉਨ੍ਹਾਂ ਕਿਹਾ ਕਿ ਚੰਗੇ ਪ੍ਰਸ਼ਾਸਕ ਦੀ ਪਰਖ ਬਦਲਦੇ ਮਾਹੌਲ ਦਾ ਪ੍ਰਭਾਵਸ਼ਾਲੀ ਢੰਗ ਨਾਲ ਸਾਹਮਣਾ ਕਰਨ ਦੀ ਯੋਗਤਾ ਵਿੱਚ ਹੈ। ਆਪਣੇ 40 ਮਿੰਟ ਦੇ ਭਾਸ਼ਨ ਦੌਰਾਨ ਉਨ੍ਹਾਂ ਅਧਿਕਾਰੀਆਂ ਨੂੰ ਚੌਕਸ ਕੀਤਾ ਕਿ ਉਹ ਕੁਝ xyxy=(240,1189,408,1363)
international-news-box xyxy=(594,52,950,1492)
intl-headline-zaire: ਜ਼ੇਅਰ 'ਚ ਫਰਾਂਸ ਦਾ ਰਾਜਦੂਤ ਹਲਾਕ xyxy=(606,531,817,550)
